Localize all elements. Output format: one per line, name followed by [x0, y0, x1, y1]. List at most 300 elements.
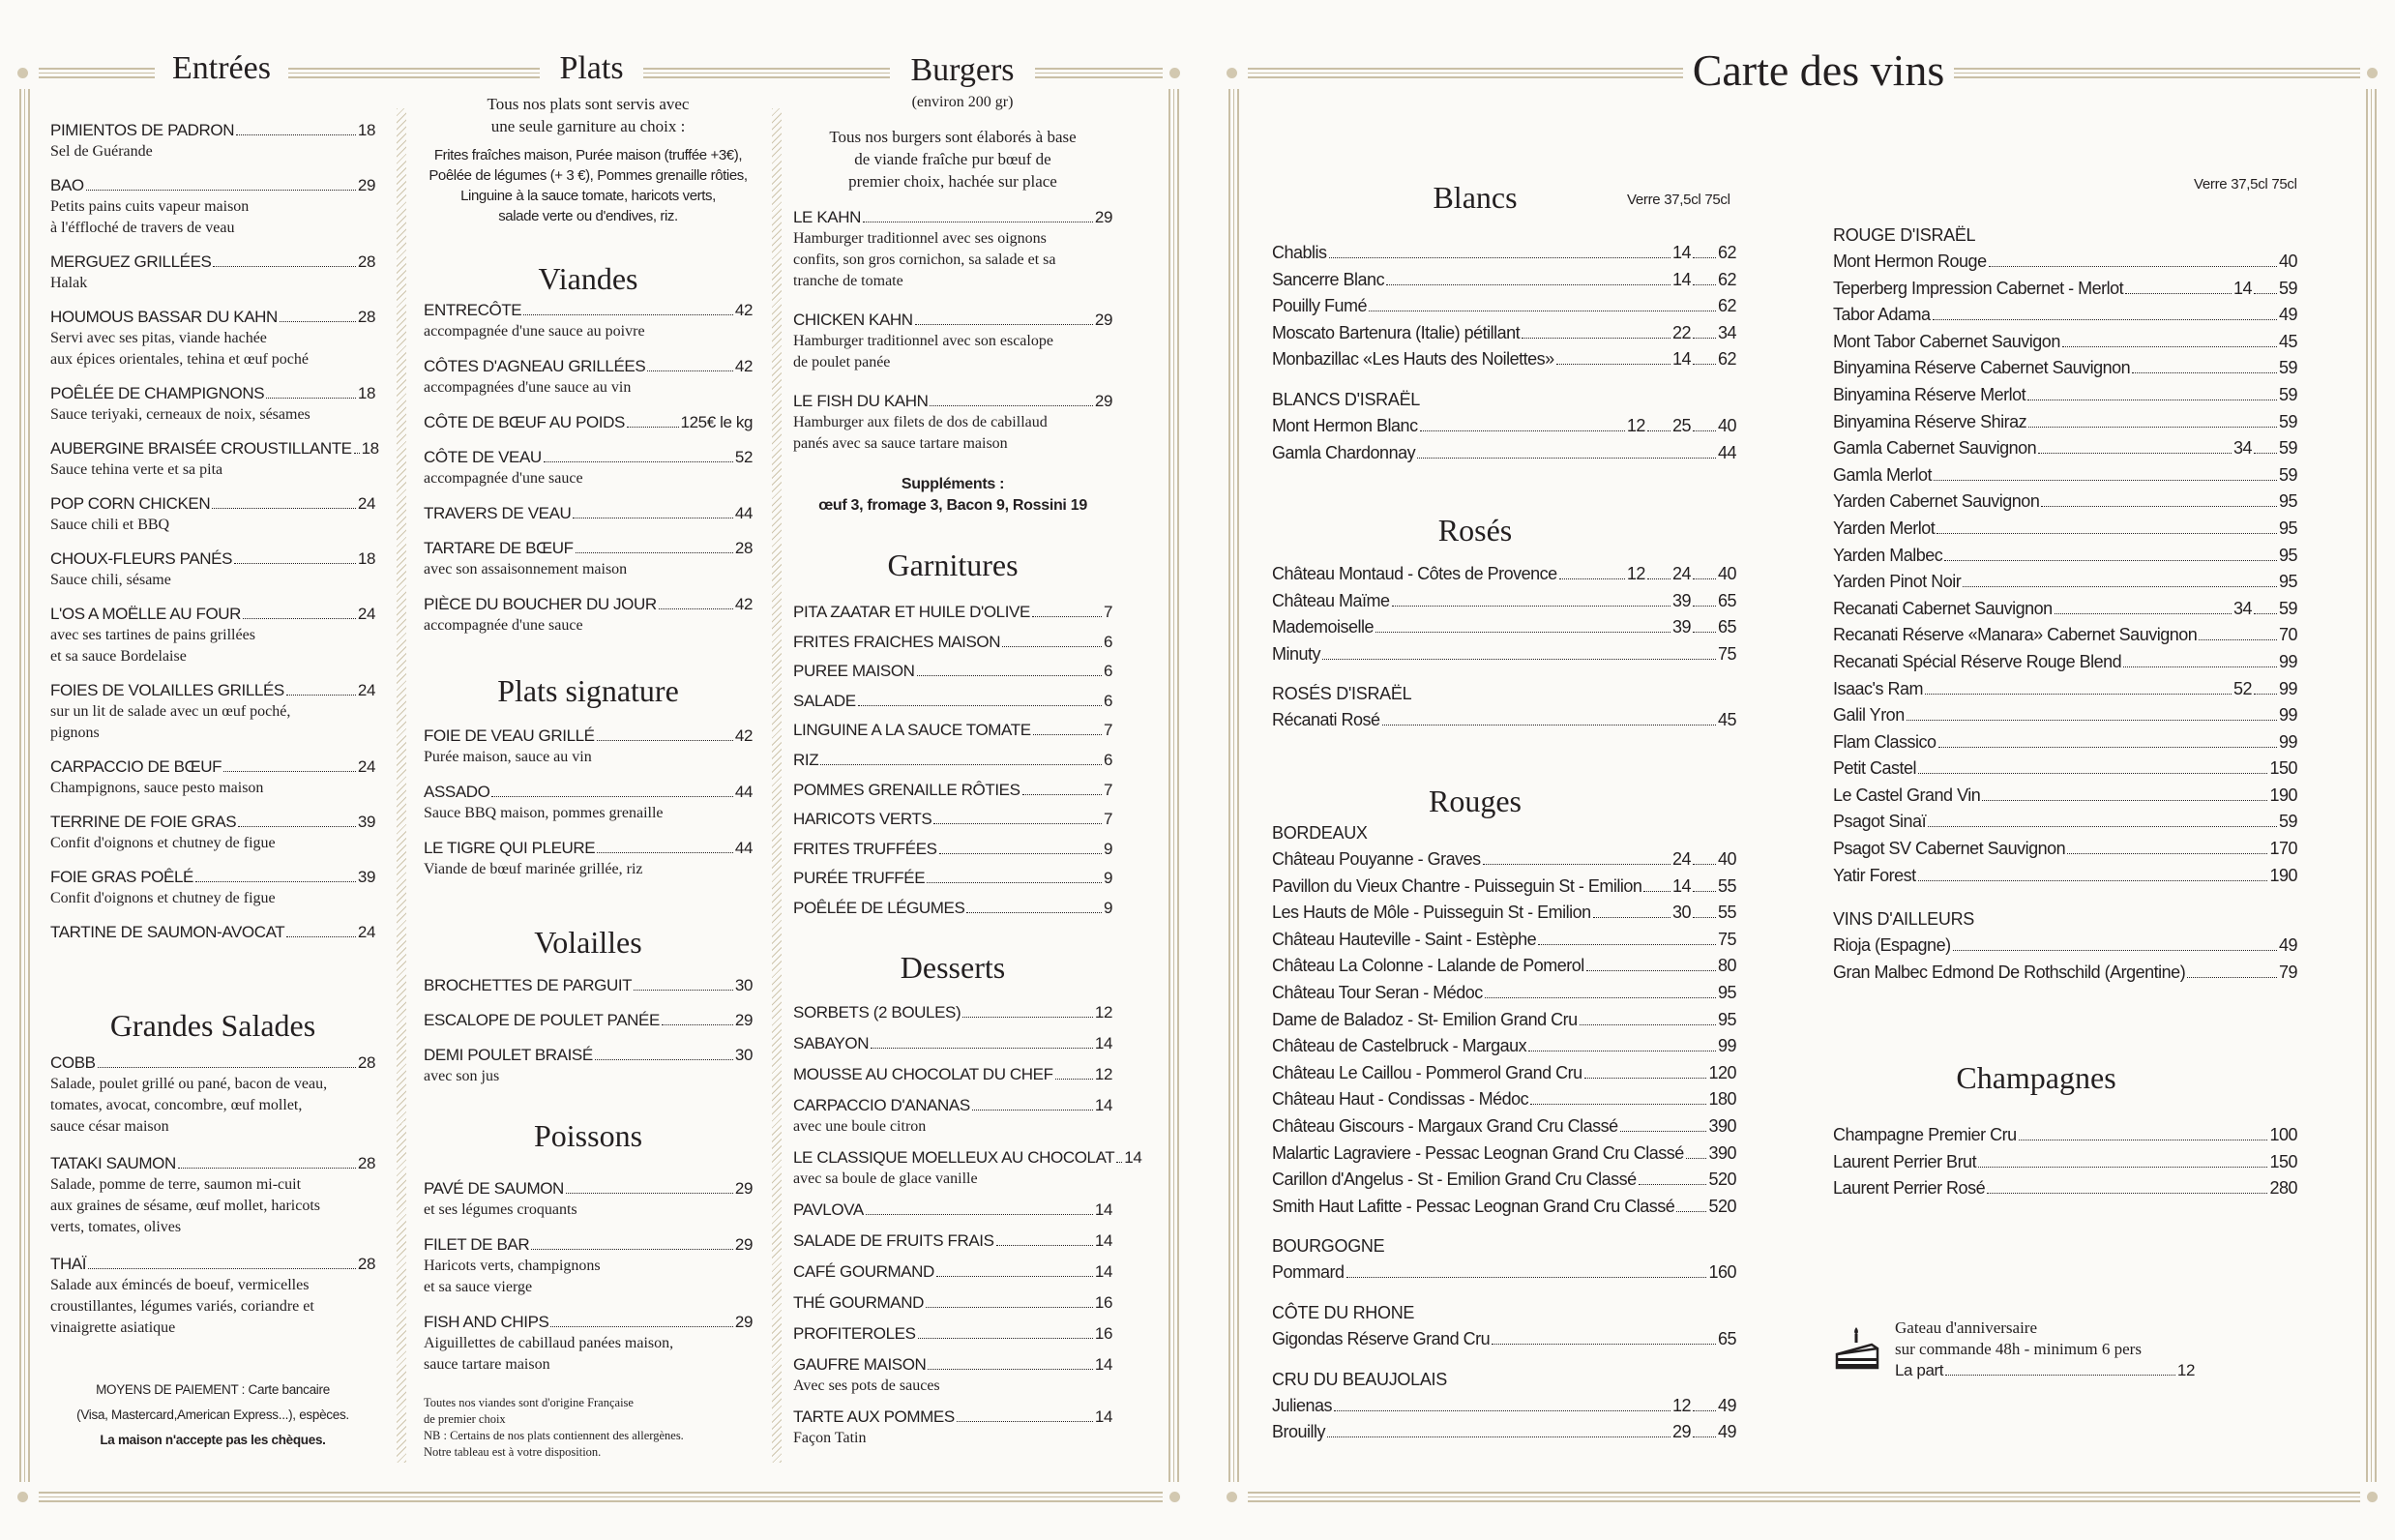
wine-bottle-price: 190: [2269, 785, 2297, 805]
wine-row: [1833, 569, 2297, 596]
menu-item-description: Salade, poulet grillé ou pané, bacon de veau,: [50, 1076, 328, 1092]
dot-leader: [1586, 970, 1716, 971]
menu-item: [424, 838, 753, 880]
menu-item-price: 18: [357, 549, 375, 568]
dot-leader: [2132, 372, 2277, 373]
wine-glass-price: 52: [2232, 678, 2252, 698]
menu-item-row: [50, 680, 375, 701]
menu-item: [50, 1254, 375, 1339]
dot-leader: [820, 764, 1102, 765]
menu-item-description: aux épices orientales, tehina et œuf poché: [50, 351, 309, 368]
menu-item-name: THÉ GOURMAND: [793, 1293, 924, 1312]
menu-item-row: [424, 726, 753, 747]
menu-item-price: 14: [1094, 1200, 1112, 1219]
wine-name: Gamla Chardonnay: [1272, 442, 1416, 462]
dot-leader: [1334, 1410, 1671, 1411]
wine-row: [1833, 435, 2297, 462]
menu-item-name: FOIE GRAS POÊLÉ: [50, 868, 193, 886]
menu-item-row: [793, 691, 1112, 712]
menu-item-price: 7: [1103, 603, 1112, 621]
garnitures-title: Garnitures: [887, 548, 1019, 582]
wine-row: [1833, 1175, 2297, 1202]
menu-item: [793, 391, 1112, 455]
dot-leader: [2125, 293, 2232, 294]
menu-item-name: TERRINE DE FOIE GRAS: [50, 813, 237, 831]
menu-item: [50, 307, 375, 370]
menu-item-name: TARTE AUX POMMES: [793, 1407, 955, 1426]
wine-bottle-price: 75: [1717, 929, 1736, 949]
menu-item: [424, 447, 753, 489]
dot-leader: [595, 1059, 733, 1060]
menu-item-name: POÊLÉE DE LÉGUMES: [793, 898, 965, 917]
dot-leader: [1002, 646, 1102, 647]
menu-item: [424, 726, 753, 768]
dot-leader: [917, 675, 1102, 676]
wine-name: Mont Tabor Cabernet Sauvigon: [1833, 331, 2060, 351]
menu-item-row: [793, 602, 1112, 623]
menu-item-price: 42: [734, 595, 753, 613]
menu-item-price: 9: [1103, 898, 1112, 917]
dot-leader: [933, 823, 1102, 824]
wine-row: [1272, 1086, 1736, 1113]
wine-name: Laurent Perrier Rosé: [1833, 1178, 1986, 1199]
wine-row: [1272, 707, 1736, 734]
dot-leader: [236, 134, 356, 135]
menu-item: [50, 175, 375, 239]
wine-row: [1272, 874, 1736, 901]
wine-row: [1833, 836, 2297, 863]
dot-leader: [962, 1017, 1093, 1018]
menu-item-row: [424, 412, 753, 433]
wine-bottle-price: 95: [2278, 572, 2297, 592]
menu-item-price: 30: [734, 976, 753, 994]
wine-bottle-price: 520: [1708, 1196, 1736, 1216]
wine-row: [1833, 516, 2297, 543]
menu-item-price: 24: [357, 923, 375, 941]
wine-name: Château Giscours - Margaux Grand Cru Classé: [1272, 1115, 1618, 1136]
menu-item-name: SORBETS (2 BOULES): [793, 1003, 961, 1022]
frame-rule: [1168, 89, 1179, 1482]
menu-item-description: tranche de tomate: [793, 273, 903, 289]
wine-name: Smith Haut Lafitte - Pessac Leognan Grand Cru Classé: [1272, 1196, 1675, 1216]
dot-leader: [1989, 266, 2277, 267]
dot-leader: [1580, 1024, 1716, 1025]
menu-item-price: 42: [734, 301, 753, 319]
wine-row: [1272, 440, 1736, 467]
wine-bottle-price: 99: [2278, 705, 2297, 726]
wine-bottle-price: 190: [2269, 865, 2297, 885]
dot-leader: [647, 370, 733, 371]
burgers-intro-line: premier choix, hachée sur place: [848, 172, 1057, 191]
menu-item-name: FOIES DE VOLAILLES GRILLÉS: [50, 681, 284, 699]
menu-item-price: 14: [1094, 1407, 1112, 1426]
menu-item-name: CÔTE DE BŒUF AU POIDS: [424, 413, 625, 431]
menu-item: [793, 691, 1112, 712]
menu-item-price: 125€ le kg: [680, 413, 753, 431]
wine-bottle-price: 44: [1717, 442, 1736, 462]
wine-row: [1833, 702, 2297, 729]
dot-leader: [871, 1048, 1093, 1049]
wine-bottle-price: 59: [2278, 278, 2297, 298]
menu-item-name: FISH AND CHIPS: [424, 1313, 549, 1331]
wine-name: Petit Castel: [1833, 758, 1917, 779]
dot-leader: [627, 427, 679, 428]
wine-row: [1833, 755, 2297, 783]
dot-leader: [1676, 1211, 1706, 1212]
cake-line-2: sur commande 48h - minimum 6 pers: [1895, 1340, 2142, 1358]
menu-item-row: [50, 922, 375, 943]
menu-item-price: 42: [734, 726, 753, 745]
menu-item: [424, 1312, 753, 1376]
dot-leader: [972, 1110, 1093, 1111]
wine-bottle-price: 95: [1717, 1009, 1736, 1029]
menu-item-description: Champignons, sauce pesto maison: [50, 780, 264, 796]
wine-name: Yarden Malbec: [1833, 545, 1943, 565]
menu-item-row: [793, 391, 1112, 412]
wine-row: [1833, 462, 2297, 489]
wine-row: [1272, 561, 1736, 588]
menu-item-name: CAFÉ GOURMAND: [793, 1262, 934, 1281]
dot-leader: [1953, 950, 2277, 951]
wine-bottle-price: 40: [1717, 415, 1736, 435]
dot-leader: [1693, 1436, 1716, 1437]
wine-bottle-price: 65: [1717, 1328, 1736, 1348]
menu-item-name: LINGUINE A LA SAUCE TOMATE: [793, 721, 1031, 740]
menu-item-row: [793, 1199, 1112, 1221]
dot-leader: [1033, 734, 1102, 735]
volailles-list: [424, 975, 753, 1101]
menu-page: [0, 0, 1190, 1540]
wine-row: [1272, 846, 1736, 874]
dot-leader: [1322, 659, 1716, 660]
dot-leader: [1928, 826, 2277, 827]
wine-name: Champagne Premier Cru: [1833, 1125, 2017, 1144]
dot-leader: [1934, 480, 2277, 481]
wine-bottle-price: 40: [1717, 849, 1736, 869]
wine-name: Gran Malbec Edmond De Rothschild (Argentine): [1833, 962, 2186, 982]
menu-item: [793, 898, 1112, 919]
wine-name: Mademoiselle: [1272, 617, 1375, 637]
wine-name: Yarden Cabernet Sauvignon: [1833, 491, 2040, 512]
menu-item-description: Salade aux émincés de boeuf, vermicelles: [50, 1277, 310, 1293]
dot-leader: [98, 1067, 356, 1068]
frame-dot: [2367, 68, 2378, 78]
roses-israel-title: ROSÉS D'ISRAËL: [1272, 684, 1412, 704]
menu-item-name: PROFITEROLES: [793, 1324, 916, 1343]
dot-leader: [2028, 427, 2277, 428]
wine-bottle-price: 120: [1708, 1062, 1736, 1082]
menu-item-row: [424, 447, 753, 468]
dot-leader: [1945, 1375, 2175, 1376]
frame-rule: [1035, 68, 1163, 78]
menu-item-price: 44: [734, 504, 753, 522]
menu-item-price: 29: [357, 176, 375, 194]
blancs-list: [1272, 240, 1736, 466]
frame-dot: [1227, 1492, 1237, 1502]
dot-leader: [1938, 747, 2277, 748]
wine-bottle-price: 150: [2269, 1151, 2297, 1171]
dot-leader: [1492, 1344, 1716, 1345]
supplements-list: œuf 3, fromage 3, Bacon 9, Rossini 19: [818, 497, 1087, 514]
wine-name: Malartic Lagraviere - Pessac Leognan Grand Cru Classé: [1272, 1142, 1684, 1163]
dot-leader: [1530, 1104, 1706, 1105]
menu-item: [793, 1261, 1112, 1283]
menu-item: [424, 300, 753, 342]
menu-item-name: PAVLOVA: [793, 1200, 864, 1219]
cote-rhone-title: CÔTE DU RHONE: [1272, 1302, 1415, 1322]
dot-leader: [2254, 694, 2277, 695]
dot-leader: [1978, 1167, 2267, 1168]
menu-item-name: ASSADO: [424, 783, 490, 801]
wine-glass-price: 14: [1671, 269, 1691, 289]
dot-leader: [1485, 997, 1716, 998]
menu-item: [793, 1095, 1112, 1138]
menu-item-name: BAO: [50, 176, 84, 194]
wine-name: Monbazillac «Les Hauts des Noilettes»: [1272, 349, 1554, 370]
dot-leader: [930, 405, 1092, 406]
wine-name: Château Le Caillou - Pommerol Grand Cru: [1272, 1062, 1582, 1082]
dot-leader: [1982, 800, 2267, 801]
menu-item-description: Sauce chili, sésame: [50, 572, 171, 588]
wine-bottle-price: 99: [2278, 651, 2297, 671]
wine-row: [1272, 1194, 1736, 1221]
dot-leader: [918, 1338, 1093, 1339]
cake-block: [1833, 1318, 2239, 1381]
menu-item-row: [50, 1254, 375, 1275]
menu-item-name: PUREE MAISON: [793, 662, 915, 681]
menu-item-description: accompagnées d'une sauce au vin: [424, 379, 632, 396]
wine-row: [1833, 729, 2297, 756]
wine-name: Binyamina Réserve Shiraz: [1833, 411, 2027, 431]
wine-name: Recanati Cabernet Sauvignon: [1833, 598, 2053, 618]
menu-item: [50, 548, 375, 591]
menu-item-description: vinaigrette asiatique: [50, 1319, 176, 1336]
dot-leader: [544, 461, 733, 462]
wine-glass-price: 14: [1671, 349, 1691, 370]
wine-row: [1833, 809, 2297, 836]
wine-bottle-price: 180: [1708, 1089, 1736, 1110]
desserts-list: [793, 1002, 1142, 1459]
menu-item-row: [793, 1033, 1112, 1054]
menu-item-name: HOUMOUS BASSAR DU KAHN: [50, 308, 278, 326]
meat-note: [424, 1395, 753, 1461]
dot-leader: [1686, 1158, 1707, 1159]
wine-row: [1272, 413, 1736, 440]
menu-item-row: [793, 839, 1112, 860]
menu-item: [424, 503, 753, 524]
wine-row: [1272, 1007, 1736, 1034]
menu-item-price: 6: [1103, 662, 1112, 681]
menu-item-price: 12: [1094, 1003, 1112, 1022]
menu-item: [50, 756, 375, 799]
wine-glass-price: 12: [1626, 564, 1645, 583]
wine-glass-price: 14: [1671, 243, 1691, 262]
ailleurs-title: VINS D'AILLEURS: [1833, 909, 1974, 930]
menu-item-description: verts, tomates, olives: [50, 1219, 182, 1235]
dot-leader: [2254, 613, 2277, 614]
dot-leader: [1693, 606, 1716, 607]
wine-glass-price: 30: [1671, 903, 1691, 923]
note-line: Notre tableau est à votre disposition.: [424, 1445, 602, 1459]
wine-row: [1272, 1033, 1736, 1060]
dot-leader: [1055, 1079, 1093, 1080]
wine-row: [1833, 302, 2297, 329]
wine-name: Minuty: [1272, 643, 1321, 664]
menu-item-description: sur un lit de salade avec un œuf poché,: [50, 703, 291, 720]
menu-item-row: [50, 548, 375, 570]
garnitures-list: [793, 602, 1112, 928]
menu-item-price: 7: [1103, 721, 1112, 740]
rouge-israel-title: ROUGE D'ISRAËL: [1833, 225, 1976, 245]
wine-bottle-price: 62: [1717, 269, 1736, 289]
menu-item-name: ENTRECÔTE: [424, 301, 522, 319]
wine-bottle-price: 99: [2278, 731, 2297, 752]
menu-item-name: CHOUX-FLEURS PANÉS: [50, 549, 233, 568]
menu-item: [793, 1230, 1112, 1252]
dot-leader: [280, 321, 356, 322]
champagnes-list: [1833, 1122, 2297, 1202]
wine-name: Chablis: [1272, 243, 1327, 262]
entrees-list: [50, 120, 379, 956]
wine-name: Château Hauteville - Saint - Estèphe: [1272, 929, 1537, 949]
menu-item-row: [793, 1292, 1112, 1314]
menu-item: [424, 1010, 753, 1031]
menu-item-description: avec sa boule de glace vanille: [793, 1170, 978, 1187]
wine-glass-price: 39: [1671, 617, 1691, 637]
wine-row: [1272, 1393, 1736, 1420]
dot-leader: [1693, 338, 1716, 339]
menu-item-description: Sel de Guérande: [50, 143, 153, 160]
dot-leader: [927, 882, 1102, 883]
dot-leader: [178, 1168, 356, 1169]
menu-item-row: [424, 975, 753, 996]
menu-item: [50, 1153, 375, 1238]
wine-row: [1272, 1140, 1736, 1168]
menu-item-price: 7: [1103, 780, 1112, 799]
dot-leader: [1483, 864, 1671, 865]
menu-item-price: 6: [1103, 750, 1112, 769]
desserts-title: Desserts: [900, 950, 1006, 985]
note-line: NB : Certains de nos plats contiennent des allergènes.: [424, 1429, 684, 1442]
wine-name: Château Haut - Condissas - Médoc: [1272, 1089, 1529, 1110]
menu-item-row: [424, 538, 753, 559]
wine-glass-price: 12: [1671, 1395, 1691, 1415]
wine-name: Le Castel Grand Vin: [1833, 785, 1981, 805]
menu-item-price: 18: [357, 384, 375, 402]
header-plats: Plats: [559, 50, 624, 86]
wine-name: Julienas: [1272, 1395, 1333, 1415]
menu-item: [793, 1147, 1142, 1190]
menu-item-description: Haricots verts, champignons: [424, 1258, 601, 1274]
menu-item-row: [50, 307, 375, 328]
menu-item-description: Avec ses pots de sauces: [793, 1377, 940, 1394]
dot-leader: [1392, 606, 1671, 607]
wine-row: [1272, 927, 1736, 954]
menu-item-row: [793, 1407, 1112, 1428]
menu-item-row: [50, 812, 375, 833]
menu-item-name: LE TIGRE QUI PLEURE: [424, 839, 596, 857]
menu-item-row: [793, 1064, 1112, 1085]
menu-item-row: [793, 310, 1112, 331]
menu-item: [424, 782, 753, 824]
cake-price-row: [1895, 1360, 2195, 1381]
menu-item: [50, 922, 375, 943]
menu-item: [793, 1407, 1112, 1449]
dot-leader: [1693, 1410, 1716, 1411]
wine-bottle-price: 150: [2269, 758, 2297, 779]
menu-item-description: et ses légumes croquants: [424, 1201, 577, 1218]
wine-row: [1833, 649, 2297, 676]
menu-item-price: 14: [1094, 1034, 1112, 1052]
wine-name: Gamla Merlot: [1833, 464, 1933, 485]
wine-name: Flam Classico: [1833, 731, 1937, 752]
wine-name: Moscato Bartenura (Italie) pétillant: [1272, 322, 1521, 342]
wine-bottle-price: 59: [2278, 464, 2297, 485]
menu-item-description: avec une boule citron: [793, 1118, 927, 1135]
menu-item-description: Façon Tatin: [793, 1430, 867, 1446]
menu-item-name: COBB: [50, 1053, 96, 1072]
dot-leader: [957, 1421, 1093, 1422]
cake-line-1: Gateau d'anniversaire: [1895, 1318, 2038, 1337]
dot-leader: [1693, 891, 1716, 892]
menu-item-row: [50, 867, 375, 888]
menu-item-name: FILET DE BAR: [424, 1235, 530, 1254]
wine-row: [1272, 267, 1736, 294]
menu-item-row: [50, 120, 375, 141]
menu-item-row: [793, 868, 1112, 889]
dot-leader: [566, 1193, 733, 1194]
menu-item-row: [50, 383, 375, 404]
menu-item-description: accompagnée d'une sauce au poivre: [424, 323, 645, 340]
menu-item-price: 39: [357, 868, 375, 886]
viandes-title: Viandes: [538, 261, 638, 296]
burgers-intro-line: Tous nos burgers sont élaborés à base: [829, 128, 1077, 146]
dot-leader: [1032, 616, 1102, 617]
wine-glass-price: 14: [2232, 278, 2252, 298]
wine-glass-price: 12: [1626, 415, 1645, 435]
dot-leader: [1022, 794, 1102, 795]
menu-item: [50, 812, 375, 854]
wine-name: Dame de Baladoz - St- Emilion Grand Cru: [1272, 1009, 1578, 1029]
menu-item-price: 44: [734, 783, 753, 801]
wine-name: Binyamina Réserve Cabernet Sauvignon: [1833, 358, 2131, 378]
wine-bottle-price: 65: [1717, 590, 1736, 610]
wine-bottle-price: 99: [1717, 1036, 1736, 1056]
wine-row: [1833, 543, 2297, 570]
menu-item: [50, 867, 375, 909]
menu-item-row: [793, 1002, 1112, 1023]
menu-item: [50, 252, 375, 294]
menu-item-row: [793, 750, 1112, 771]
dot-leader: [1907, 720, 2277, 721]
menu-item-price: 24: [357, 605, 375, 623]
menu-item-name: MOUSSE AU CHOCOLAT DU CHEF: [793, 1065, 1053, 1083]
frame-dot: [2367, 1492, 2378, 1502]
menu-item-row: [50, 604, 375, 625]
roses-list: [1272, 561, 1736, 734]
menu-item-name: POMMES GRENAILLE RÔTIES: [793, 780, 1020, 799]
frame-rule: [288, 68, 540, 78]
burgers-intro: [793, 126, 1112, 192]
menu-item-price: 14: [1094, 1262, 1112, 1281]
menu-item-price: 24: [357, 681, 375, 699]
dot-leader: [1346, 1277, 1707, 1278]
wine-name: Château Maïme: [1272, 590, 1390, 610]
supplements: [793, 474, 1112, 517]
menu-item-description: accompagnée d'une sauce: [424, 470, 583, 487]
menu-item-row: [424, 782, 753, 803]
menu-item-price: 24: [357, 757, 375, 776]
